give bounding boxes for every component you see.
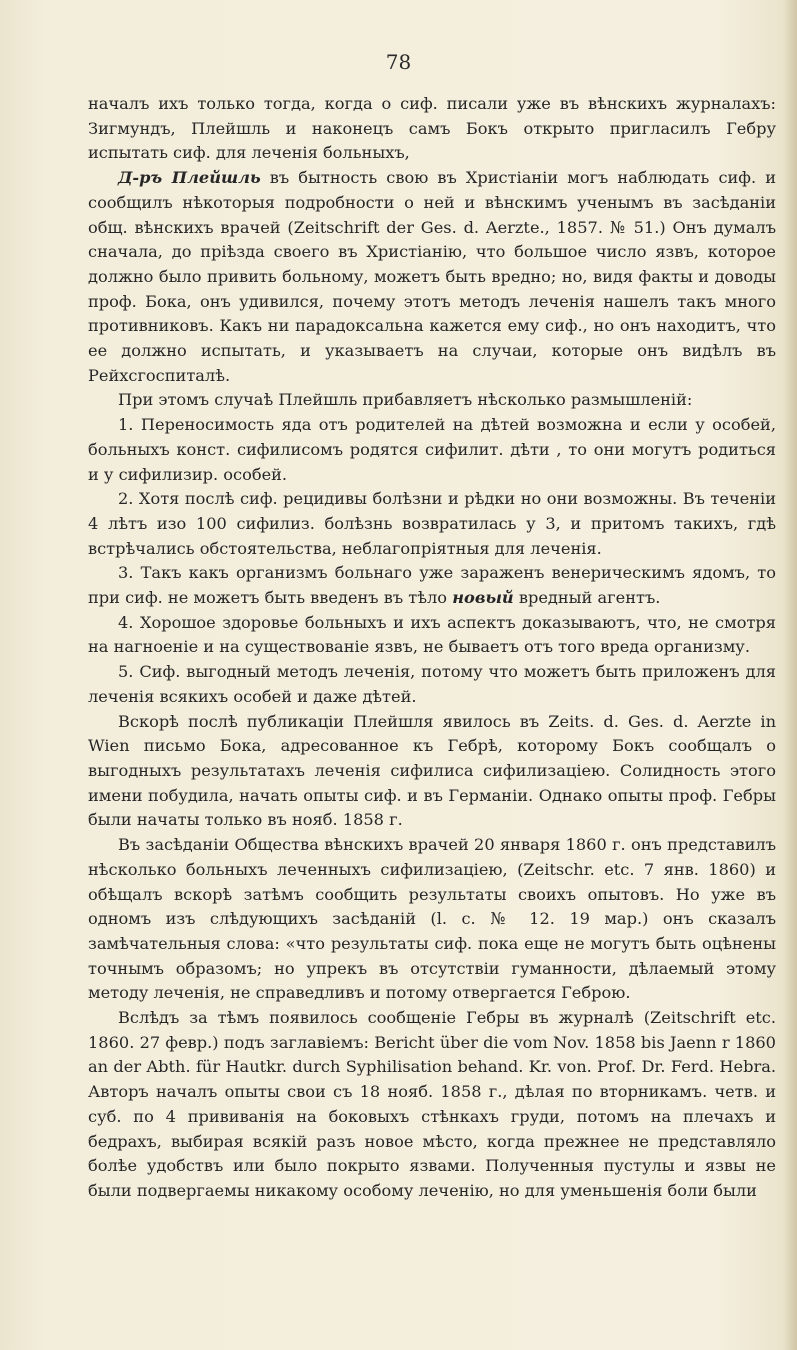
author-name-emphasis: Д-ръ Плейшль: [118, 168, 261, 188]
paragraph-text: 3. Такъ какъ организмъ больнаго уже зараженъ венерическимъ ядомъ, то при сиф. не можетъ быть введенъ въ тѣло: [88, 563, 776, 608]
paragraph: [88, 166, 776, 388]
paragraph: Вскорѣ послѣ публикаціи Плейшля явилось въ Zeits. d. Ges. d. Aerzte in Wien письмо Бока, адресованное къ Гебрѣ, которому Бокъ сообщалъ о выгодныхъ результатахъ леченія сифилиса сифилизаціею. Солидность этого имени побудила, начать опыты сиф. и въ Германіи. Однако опыты проф. Гебры были начаты только въ нояб. 1858 г.: [88, 711, 776, 830]
page-number: 78: [385, 50, 412, 74]
paragraph: 5. Сиф. выгодный методъ леченія, потому что можетъ быть приложенъ для леченія всякихъ особей и даже дѣтей.: [88, 662, 776, 706]
paragraph: Въ засѣданіи Общества вѣнскихъ врачей 20 января 1860 г. онъ представилъ нѣсколько больныхъ леченныхъ сифилизаціею, (Zeitschr. etc. 7 янв. 1860) и обѣщалъ вскорѣ затѣмъ сообщить результаты своихъ опытовъ. Но уже въ одномъ изъ слѣдующихъ засѣданій (l. c. № 12. 19 мар.) онъ сказалъ замѣчательныя слова: «что результаты сиф. пока еще не могутъ быть оцѣнены точнымъ образомъ; но упрекъ въ отсутствіи гуманности, дѣлаемый этому методу леченія, не справедливъ и потому отвергается Геброю.: [88, 835, 776, 1003]
paragraph: 2. Хотя послѣ сиф. рецидивы болѣзни и рѣдки но они возможны. Въ теченіи 4 лѣтъ изо 100 сифилиз. болѣзнь возвратилась у 3, и притомъ такихъ, гдѣ встрѣчались обстоятельства, неблагопріятныя для леченія.: [88, 489, 776, 558]
paragraph: началъ ихъ только тогда, когда о сиф. писали уже въ вѣнскихъ журналахъ: Зигмундъ, Плейшль и наконецъ самъ Бокъ открыто пригласилъ Гебру испытать сиф. для леченія больныхъ,: [88, 94, 776, 163]
page-body: [88, 92, 776, 1204]
paragraph: 1. Переносимость яда отъ родителей на дѣтей возможна и если у особей, больныхъ конст. сифилисомъ родятся сифилит. дѣти , то они могутъ родиться и у сифилизир. особей.: [88, 415, 776, 484]
page-spine-shadow: [783, 0, 797, 1350]
paragraph-text: вредный агентъ.: [518, 588, 661, 608]
paragraph: Вслѣдъ за тѣмъ появилось сообщеніе Гебры въ журналѣ (Zeitschrift etc. 1860. 27 февр.) подъ заглавіемъ: Bericht über die vom Nov. 1858 bis Jaenn r 1860 an der Abth. für Hautkr. durch Syphilisation behand. Kr. von. Prof. Dr. Ferd. Hebra. Авторъ началъ опыты свои съ 18 нояб. 1858 г., дѣлая по вторникамъ. четв. и суб. по 4 прививанія на боковыхъ стѣнкахъ груди, потомъ на плечахъ и бедрахъ, выбирая всякій разъ новое мѣсто, когда прежнее не представляло болѣе удобствъ или было покрыто язвами. Полученныя пустулы и язвы не были подвергаемы никакому особому леченію, но для уменьшенія боли были: [88, 1008, 776, 1200]
paragraph: 4. Хорошое здоровье больныхъ и ихъ аспектъ доказываютъ, что, не смотря на нагноеніе и на существованіе язвъ, не бываетъ отъ того вреда организму.: [88, 612, 776, 657]
paragraph-text: въ бытность свою въ Христіаніи могъ наблюдать сиф. и сообщилъ нѣкоторыя подробности о ней и вѣнскимъ ученымъ въ засѣданіи общ. вѣнскихъ врачей (Zeitschrift der Ges. d. Aerzte., 1857. № 51.) Онъ думалъ сначала, до пріѣзда своего въ Христіанію, что большое число язвъ, которое должно было привить больному, можетъ быть вредно; но, видя факты и доводы проф. Бока, онъ удивился, почему этотъ методъ леченія нашелъ такъ много противниковъ. Какъ ни парадоксальна кажется ему сиф., но онъ находитъ, что ее должно испытать, и указываетъ на случаи, которые онъ видѣлъ въ Рейхсгоспиталѣ.: [88, 168, 776, 385]
paragraph: При этомъ случаѣ Плейшль прибавляетъ нѣсколько размышленій:: [118, 390, 693, 410]
word-emphasis: новый: [452, 588, 514, 608]
paragraph: [88, 561, 776, 610]
